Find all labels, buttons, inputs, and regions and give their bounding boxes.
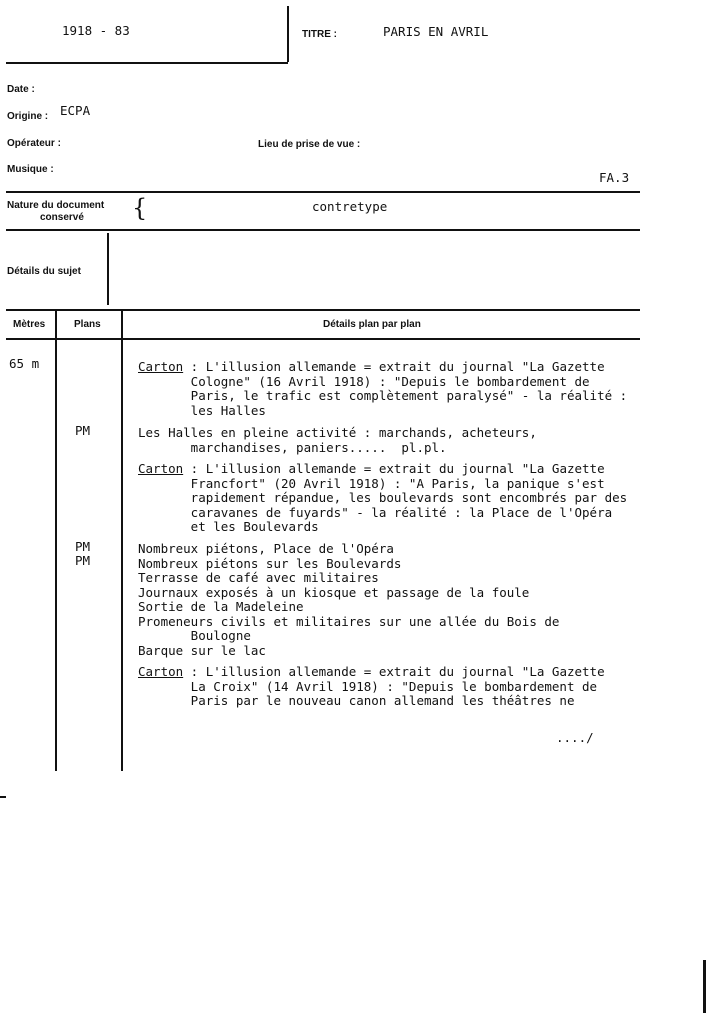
col-header-metres: Mètres <box>13 319 46 330</box>
scan-edge <box>703 960 706 1013</box>
document-code: FA.3 <box>599 170 630 185</box>
scan-corner-mark <box>0 796 6 798</box>
carton-heading: Carton <box>138 359 184 374</box>
details-sujet-label: Détails du sujet <box>7 266 81 277</box>
lieu-label: Lieu de prise de vue : <box>258 139 361 150</box>
origine-value: ECPA <box>60 103 91 118</box>
detail-entry-carton-cologne: Carton : L'illusion allemande = extrait du journal "La Gazette Cologne" (16 Avril 1918) : "Depuis le bombardement de Paris, le trafic est complètement paralysé" - la réalité : les Halles <box>138 359 628 418</box>
header-bottom-rule <box>6 62 288 64</box>
detail-entry-paris-scenes: Nombreux piétons, Place de l'Opéra Nombreux piétons sur les Boulevards Terrasse de café avec militaires Journaux exposés à un kiosque et passage de la foule Sortie de la Madeleine Promeneurs civils et militaires sur une allée du Bois de Boulogne Barque sur le lac <box>138 541 560 658</box>
detail-entry-carton-la-croix: Carton : L'illusion allemande = extrait du journal "La Gazette La Croix" (14 Avril 1918) : "Depuis le bombardement de Paris par le nouveau canon allemand les théâtres ne <box>138 664 605 708</box>
nature-label-line2: conservé <box>40 212 84 223</box>
nature-top-rule <box>6 191 640 193</box>
header-divider <box>287 6 289 62</box>
col-header-details: Détails plan par plan <box>323 319 421 330</box>
plan-code: PM <box>75 553 91 568</box>
carton-heading: Carton <box>138 461 184 476</box>
plan-code: PM <box>75 539 91 554</box>
table-col-divider-2 <box>121 309 123 771</box>
detail-entry-halles: Les Halles en pleine activité : marchands, acheteurs, marchandises, paniers..... pl.pl. <box>138 425 537 455</box>
carton-heading: Carton <box>138 664 184 679</box>
musique-label: Musique : <box>7 164 54 175</box>
nature-bottom-rule <box>6 229 640 231</box>
continuation-mark: ..../ <box>556 730 594 745</box>
operateur-label: Opérateur : <box>7 138 61 149</box>
detail-entry-carton-francfort: Carton : L'illusion allemande = extrait du journal "La Gazette Francfort" (20 Avril 1918) : "A Paris, la panique s'est rapidement répandue, les boulevards sont encombrés par des caravanes de fuyards" - la réalité : la Place de l'Opéra et les Boulevards <box>138 461 628 534</box>
table-top-rule <box>6 309 640 311</box>
titre-label: TITRE : <box>302 29 337 40</box>
metres-value: 65 m <box>9 356 40 371</box>
document-reference: 1918 - 83 <box>62 23 130 38</box>
origine-label: Origine : <box>7 111 49 122</box>
date-label: Date : <box>7 84 35 95</box>
titre-value: PARIS EN AVRIL <box>383 24 489 39</box>
table-col-divider-1 <box>55 309 57 771</box>
sujet-brace-line <box>107 233 109 305</box>
plan-code: PM <box>75 423 91 438</box>
col-header-plans: Plans <box>74 319 101 330</box>
nature-value: contretype <box>312 199 388 214</box>
table-header-rule <box>6 338 640 340</box>
nature-brace-icon: { <box>132 194 148 222</box>
nature-label-line1: Nature du document <box>7 200 105 211</box>
